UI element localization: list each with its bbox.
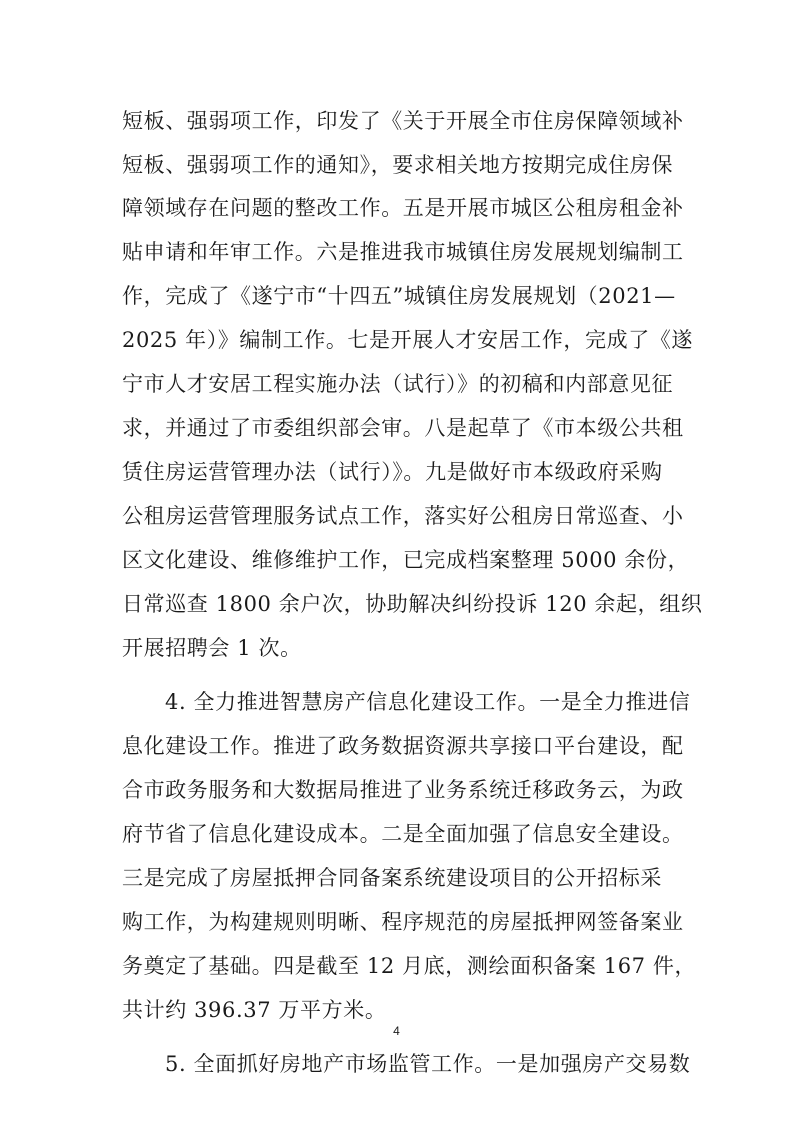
page-number: 4 (393, 1024, 400, 1038)
text-line: 求，并通过了市委组织部会审。八是起草了《市本级公共租 (122, 416, 684, 440)
text-line: 2025 年）》编制工作。七是开展人才安居工作，完成了《遂 (122, 328, 694, 352)
text-line: 作，完成了《遂宁市“十四五”城镇住房发展规划（2021— (122, 284, 676, 308)
text-line: 区文化建设、维修维护工作，已完成档案整理 5000 余份， (122, 548, 690, 572)
text-line: 务奠定了基础。四是截至 12 月底，测绘面积备案 167 件， (122, 954, 697, 978)
paragraph-heading-line: 5. 全面抓好房地产市场监管工作。一是加强房产交易数 (165, 1052, 691, 1076)
text-line: 共计约 396.37 万平方米。 (122, 998, 387, 1022)
text-line: 合市政务服务和大数据局推进了业务系统迁移政务云，为政 (122, 778, 684, 802)
text-line: 贴申请和年审工作。六是推进我市城镇住房发展规划编制工 (122, 240, 684, 264)
text-line: 息化建设工作。推进了政务数据资源共享接口平台建设，配 (122, 734, 684, 758)
text-line: 赁住房运营管理办法（试行）》。九是做好市本级政府采购 (122, 460, 663, 484)
text-line: 开展招聘会 1 次。 (122, 636, 302, 660)
text-line: 公租房运营管理服务试点工作，落实好公租房日常巡查、小 (122, 504, 684, 528)
paragraph-heading-line: 4. 全力推进智慧房产信息化建设工作。一是全力推进信 (165, 690, 691, 714)
text-line: 日常巡查 1800 余户次，协助解决纠纷投诉 120 余起，组织 (122, 592, 703, 616)
text-line: 府节省了信息化建设成本。二是全面加强了信息安全建设。 (122, 822, 684, 846)
text-line: 障领域存在问题的整改工作。五是开展市城区公租房租金补 (122, 196, 684, 220)
text-line: 短板、强弱项工作，印发了《关于开展全市住房保障领域补 (122, 109, 684, 133)
text-line: 短板、强弱项工作的通知》，要求相关地方按期完成住房保 (122, 153, 674, 177)
text-line: 购工作，为构建规则明晰、程序规范的房屋抵押网签备案业 (122, 910, 684, 934)
text-line: 宁市人才安居工程实施办法（试行）》的初稿和内部意见征 (122, 372, 674, 396)
text-line: 三是完成了房屋抵押合同备案系统建设项目的公开招标采 (122, 866, 662, 890)
